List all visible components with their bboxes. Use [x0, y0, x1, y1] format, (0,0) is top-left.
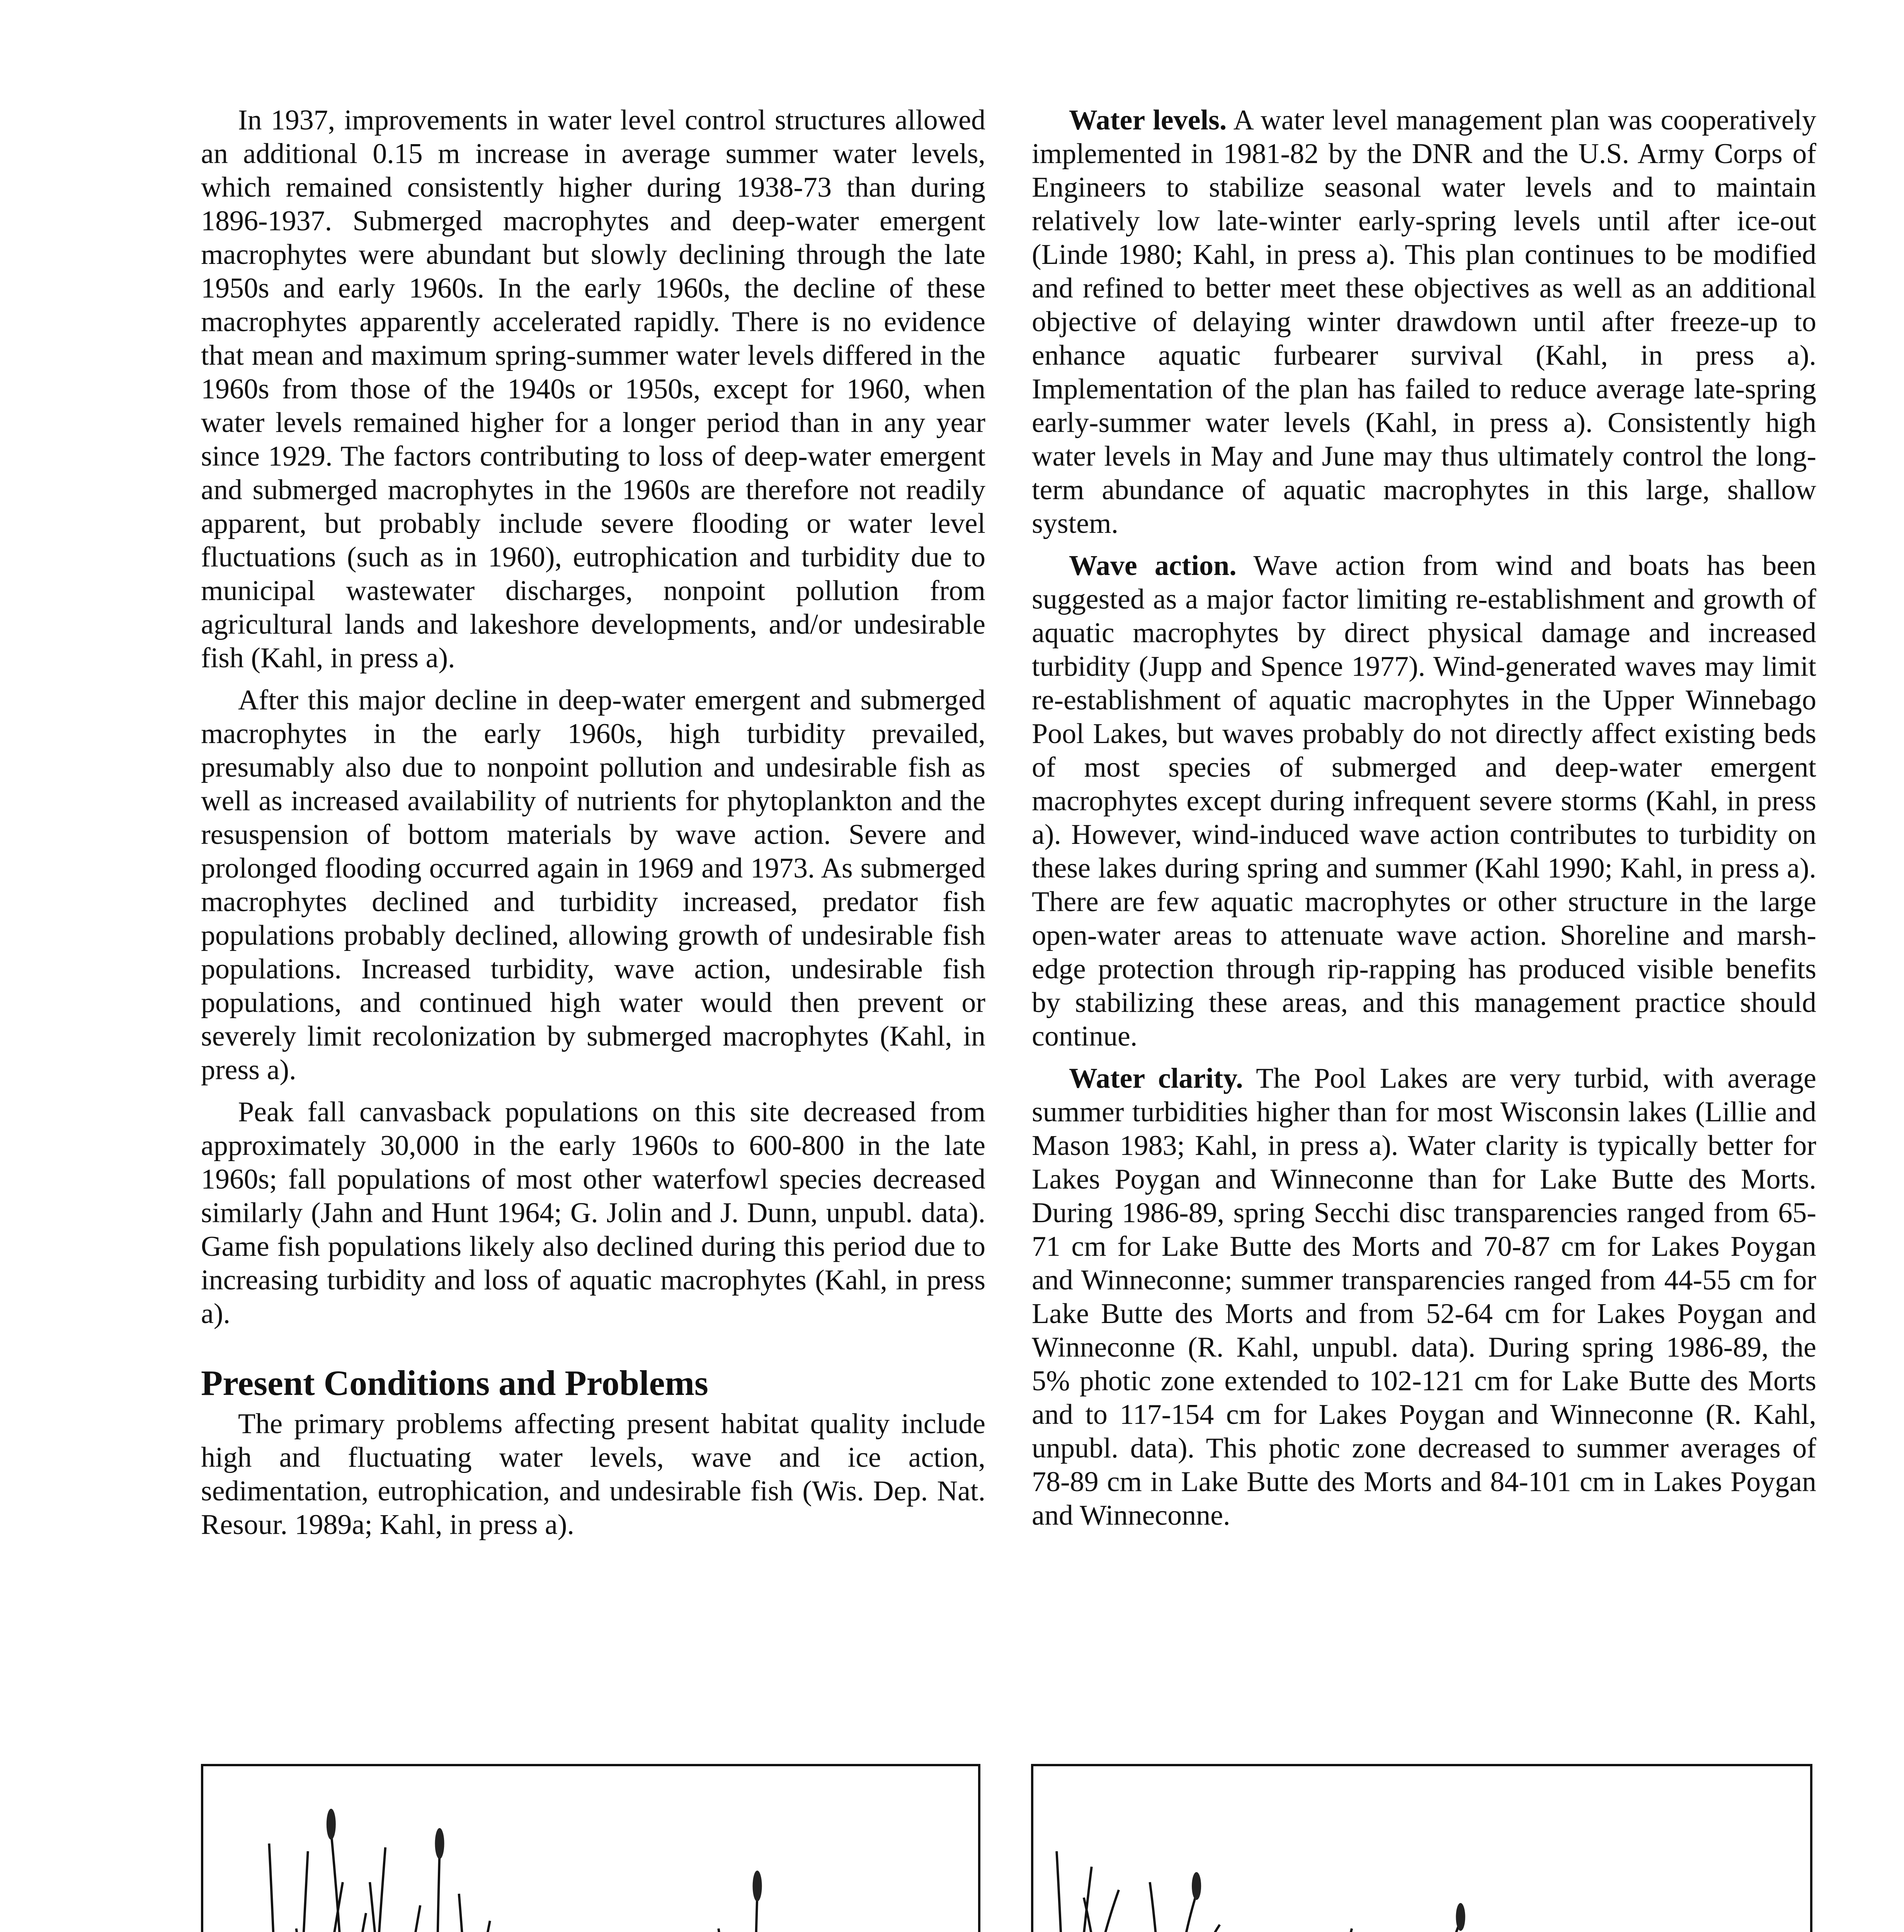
section-heading: Present Conditions and Problems: [201, 1363, 708, 1403]
emergent-plants: [1057, 1851, 1499, 1932]
paragraph-lead: Water levels.: [1069, 104, 1227, 136]
left-column: [201, 104, 985, 1550]
paragraph-text: A water level management plan was cooperatively implemented in 1981-82 by the DNR and the U.S. Army Corps of Engineers to stabilize seasonal water levels and to maintain relatively low late-winter early-spring levels until after ice-out (Linde 1980; Kahl, in press a). This plan continues to be modified and refined to better meet these objectives as well as an additional objective of delaying winter drawdown until after freeze-up to enhance aquatic furbearer survival (Kahl, in press a). Implementation of the plan has failed to reduce average late-spring early-summer water levels (Kahl, in press a). Consistently high water levels in May and June may thus ultimately control the long-term abundance of aquatic macrophytes in this large, shallow system.: [1032, 104, 1816, 539]
body-paragraph: In 1937, improvements in water level control structures allowed an additional 0.15 m increase in average summer water levels, which remained consistently higher during 1938-73 than during 1896-1937. Submerged macrophytes and deep-water emergent macrophytes were abundant but slowly declining through the late 1950s and early 1960s. In the early 1960s, the decline of these macrophytes apparently accelerated rapidly. There is no evidence that mean and maximum spring-summer water levels differed in the 1960s from those of the 1940s or 1950s, except for 1960, when water levels remained higher for a longer period than in any year since 1929. The factors contributing to loss of deep-water emergent and submerged macrophytes in the 1960s are therefore not readily apparent, but probably include severe flooding or water level fluctuations (such as in 1960), eutrophication and turbidity due to municipal wastewater discharges, nonpoint pollution from agricultural lands and lakeshore developments, and/or undesirable fish (Kahl, in press a).: [201, 104, 985, 674]
figure-4a: [201, 1764, 980, 1932]
right-column: [1032, 104, 1816, 1541]
wave-action-paragraph: [1032, 549, 1816, 1053]
water-levels-paragraph: [1032, 104, 1816, 541]
paragraph-lead: Water clarity.: [1069, 1063, 1243, 1094]
cattail-heads: [327, 1809, 762, 1901]
emergent-plants: [269, 1832, 831, 1932]
body-paragraph: Peak fall canvasback populations on this site decreased from approximately 30,000 in the early 1960s to 600-800 in the late 1960s; fall populations of most other waterfowl species decreased similarly (Jahn and Hunt 1964; G. Jolin and J. Dunn, unpubl. data). Game fish populations likely also declined during this period due to increasing turbidity and loss of aquatic macrophytes (Kahl, in press a).: [201, 1096, 985, 1330]
paragraph-text: Wave action from wind and boats has been suggested as a major factor limiting re-establishment and growth of aquatic macrophytes by direct physical damage and increased turbidity (Jupp and Spence 1977). Wind-generated waves may limit re-establishment of aquatic macrophytes in the Upper Winnebago Pool Lakes, but waves probably do not directly affect existing beds of most species of submerged and deep-water emergent macrophytes except during infrequent severe storms (Kahl, in press a). However, wind-induced wave action contributes to turbidity on these lakes during spring and summer (Kahl 1990; Kahl, in press a). There are few aquatic macrophytes or other structure in the large open-water areas to attenuate wave action. Shoreline and marsh-edge protection through rip-rapping has produced visible benefits by stabilizing these areas, and this management practice should continue.: [1032, 550, 1816, 1052]
floating-bog-illustration-b: [1033, 1766, 1810, 1932]
body-paragraph: After this major decline in deep-water emergent and submerged macrophytes in the early 1960s, high turbidity prevailed, presumably also due to nonpoint pollution and undesirable fish as well as increased availability of nutrients for phytoplankton and the resuspension of bottom materials by wave action. Severe and prolonged flooding occurred again in 1969 and 1973. As submerged macrophytes declined and turbidity increased, predator fish populations probably declined, allowing growth of undesirable fish populations. Increased turbidity, wave action, undesirable fish populations, and continued high water would then prevent or severely limit recolonization by submerged macrophytes (Kahl, in press a).: [201, 684, 985, 1086]
body-paragraph: The primary problems affecting present habitat quality include high and fluctuating water levels, wave and ice action, sedimentation, eutrophication, and undesirable fish (Wis. Dep. Nat. Resour. 1989a; Kahl, in press a).: [201, 1408, 985, 1541]
paragraph-text: The Pool Lakes are very turbid, with average summer turbidities higher than for most Wisconsin lakes (Lillie and Mason 1983; Kahl, in press a). Water clarity is typically better for Lakes Poygan and Winneconne than for Lake Butte des Morts. During 1986-89, spring Secchi disc transparencies ranged from 65-71 cm for Lake Butte des Morts and 70-87 cm for Lakes Poygan and Winneconne; summer transparencies ranged from 44-55 cm for Lake Butte des Morts and from 52-64 cm for Lakes Poygan and Winneconne (R. Kahl, unpubl. data). During spring 1986-89, the 5% photic zone extended to 102-121 cm for Lake Butte des Morts and to 117-154 cm for Lakes Poygan and Winneconne (R. Kahl, unpubl. data). This photic zone decreased to summer averages of 78-89 cm in Lake Butte des Morts and 84-101 cm in Lakes Poygan and Winneconne.: [1032, 1063, 1816, 1531]
water-clarity-paragraph: [1032, 1062, 1816, 1532]
figure-4b: [1031, 1764, 1812, 1932]
paragraph-lead: Wave action.: [1069, 550, 1237, 582]
cattail-heads: [1192, 1872, 1465, 1931]
floating-bog-illustration-a: [203, 1766, 978, 1932]
